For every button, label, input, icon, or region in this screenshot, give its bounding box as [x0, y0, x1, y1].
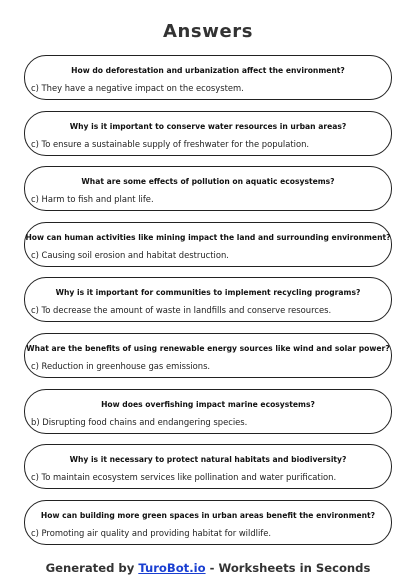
answer-card: [24, 389, 392, 434]
answer-card: [24, 111, 392, 156]
question-text: How can human activities like mining impact the land and surrounding environment?: [25, 232, 391, 242]
answer-text: c) Causing soil erosion and habitat destruction.: [31, 249, 229, 260]
question-text: Why is it necessary to protect natural habitats and biodiversity?: [69, 455, 347, 465]
answer-card: [24, 500, 392, 545]
footer-suffix: - Worksheets in Seconds: [205, 561, 371, 575]
question-text: What are the benefits of using renewable energy sources like wind and solar power?: [26, 343, 390, 353]
answer-card: [24, 55, 392, 100]
question-text: How can building more green spaces in urban areas benefit the environment?: [40, 510, 376, 520]
question-text: Why is it important for communities to implement recycling programs?: [55, 288, 361, 298]
answer-text: c) To ensure a sustainable supply of freshwater for the population.: [31, 138, 310, 149]
answer-text: c) To decrease the amount of waste in landfills and conserve resources.: [31, 305, 332, 316]
answer-card: [24, 333, 392, 378]
answer-list: [24, 55, 392, 555]
footer-prefix: Generated by: [45, 561, 139, 575]
answer-text: c) To maintain ecosystem services like pollination and water purification.: [31, 472, 337, 483]
answer-text: c) Reduction in greenhouse gas emissions.: [31, 360, 211, 371]
footer: [0, 561, 416, 575]
page-title: Answers: [162, 21, 254, 42]
answer-text: c) They have a negative impact on the ecosystem.: [31, 83, 244, 93]
answer-card: [24, 444, 392, 489]
question-text: How do deforestation and urbanization affect the environment?: [71, 66, 345, 75]
answer-card: [24, 277, 392, 322]
answer-text: c) Promoting air quality and providing habitat for wildlife.: [31, 527, 272, 538]
question-text: Why is it important to conserve water resources in urban areas?: [69, 121, 347, 131]
question-text: How does overfishing impact marine ecosystems?: [101, 399, 315, 409]
answer-text: b) Disrupting food chains and endangering species.: [31, 416, 248, 427]
question-text: What are some effects of pollution on aquatic ecosystems?: [81, 177, 335, 187]
answer-card: [24, 166, 392, 211]
turobot-link[interactable]: TuroBot.io: [138, 561, 206, 575]
answer-card: [24, 222, 392, 267]
answer-text: c) Harm to fish and plant life.: [31, 194, 154, 205]
